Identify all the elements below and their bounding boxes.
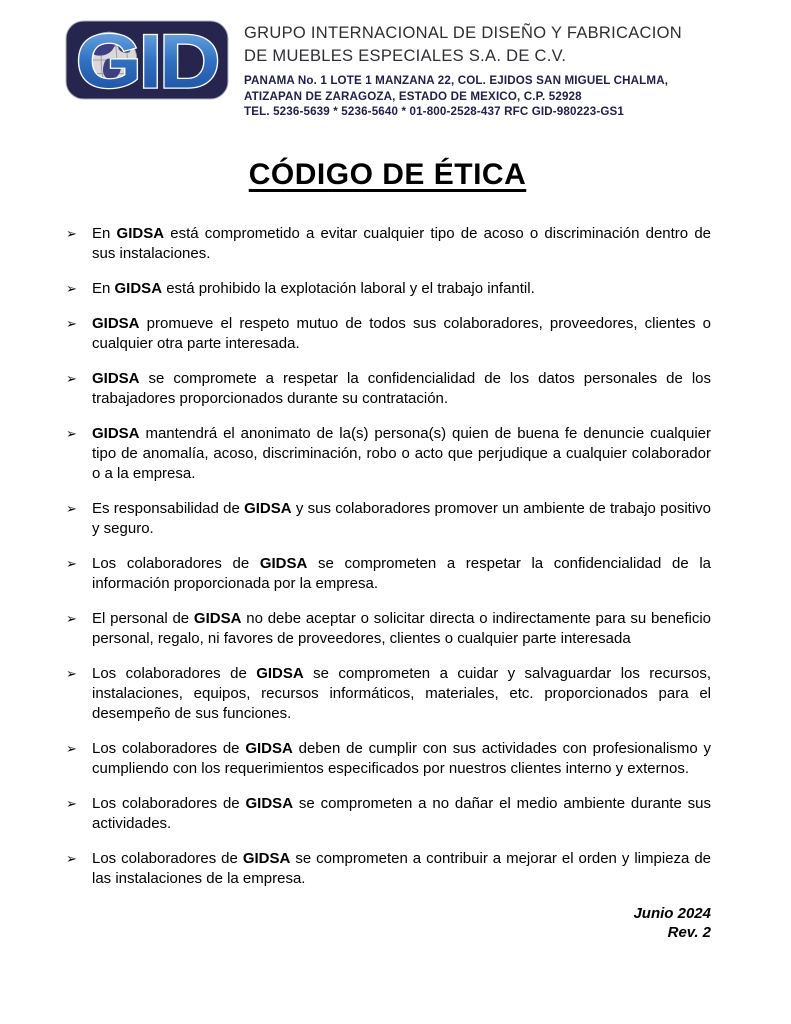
ethics-item — [64, 849, 711, 889]
ethics-item — [64, 314, 711, 354]
arrow-bullet-icon: ➢ — [66, 425, 77, 441]
ethics-item — [64, 794, 711, 834]
arrow-bullet-icon: ➢ — [66, 850, 77, 866]
ethics-item — [64, 739, 711, 779]
ethics-item — [64, 369, 711, 409]
ethics-item — [64, 554, 711, 594]
ethics-item-text: Los colaboradores de GIDSA se comprometen a contribuir a mejorar el orden y limpieza de las instalaciones de la empresa. — [92, 849, 712, 887]
ethics-item-text: Los colaboradores de GIDSA se comprometen a cuidar y salvaguardar los recursos, instalaciones, equipos, recursos informáticos, materiales, etc. proporcionados para el desempeño de sus funciones. — [92, 664, 711, 722]
footer-date: Junio 2024 — [633, 904, 711, 922]
arrow-bullet-icon: ➢ — [66, 555, 77, 571]
arrow-bullet-icon: ➢ — [66, 315, 77, 331]
ethics-item-text: Es responsabilidad de GIDSA y sus colaboradores promover un ambiente de trabajo positivo y seguro. — [92, 499, 711, 537]
arrow-bullet-icon: ➢ — [66, 610, 77, 626]
page-title-text: CÓDIGO DE ÉTICA — [248, 157, 527, 191]
ethics-item — [64, 224, 711, 264]
arrow-bullet-icon: ➢ — [66, 665, 77, 681]
letterhead-text — [244, 20, 682, 120]
arrow-bullet-icon: ➢ — [66, 225, 77, 241]
ethics-item-text: GIDSA mantendrá el anonimato de la(s) persona(s) quien de buena fe denuncie cualquier tipo de anomalía, acoso, discriminación, robo o acto que perjudique a cualquier colaborador o a la empresa. — [92, 424, 711, 482]
arrow-bullet-icon: ➢ — [66, 795, 77, 811]
arrow-bullet-icon: ➢ — [66, 500, 77, 516]
arrow-bullet-icon: ➢ — [66, 740, 77, 756]
ethics-item-text: En GIDSA está comprometido a evitar cualquier tipo de acoso o discriminación dentro de sus instalaciones. — [92, 224, 712, 262]
logo-text: GID — [75, 20, 218, 100]
address-line3: TEL. 5236-5639 * 5236-5640 * 01-800-2528-437 RFC GID-980223-GS1 — [244, 105, 625, 118]
ethics-item-text: Los colaboradores de GIDSA se comprometen a respetar la confidencialidad de la información proporcionada por la empresa. — [92, 554, 711, 592]
ethics-item — [64, 424, 711, 484]
gid-logo-icon — [64, 20, 230, 100]
address-line2: ATIZAPAN DE ZARAGOZA, ESTADO DE MEXICO, C.P. 52928 — [244, 89, 582, 103]
page-title — [64, 158, 711, 192]
company-name-line2: DE MUEBLES ESPECIALES S.A. DE C.V. — [244, 47, 567, 65]
letterhead — [64, 20, 711, 120]
ethics-item-text: En GIDSA está prohibido la explotación laboral y el trabajo infantil. — [92, 279, 535, 297]
ethics-item — [64, 279, 711, 299]
company-address — [244, 73, 682, 120]
ethics-item-text: Los colaboradores de GIDSA se comprometen a no dañar el medio ambiente durante sus actividades. — [92, 794, 711, 832]
ethics-list — [64, 224, 711, 889]
company-logo — [64, 20, 230, 105]
ethics-item-text: Los colaboradores de GIDSA deben de cumplir con sus actividades con profesionalismo y cumpliendo con los requerimientos especificados por nuestros clientes interno y externos. — [92, 739, 711, 777]
ethics-item — [64, 609, 711, 649]
company-name-line1: GRUPO INTERNACIONAL DE DISEÑO Y FABRICACION — [244, 24, 683, 42]
ethics-item-text: GIDSA promueve el respeto mutuo de todos sus colaboradores, proveedores, clientes o cualquier otra parte interesada. — [92, 314, 711, 352]
ethics-item-text: GIDSA se compromete a respetar la confidencialidad de los datos personales de los trabajadores proporcionados durante su contratación. — [92, 369, 711, 407]
arrow-bullet-icon: ➢ — [66, 370, 77, 386]
ethics-item — [64, 664, 711, 724]
document-footer — [64, 904, 711, 942]
ethics-item — [64, 499, 711, 539]
address-line1: PANAMA No. 1 LOTE 1 MANZANA 22, COL. EJIDOS SAN MIGUEL CHALMA, — [244, 74, 669, 87]
ethics-item-text: El personal de GIDSA no debe aceptar o solicitar directa o indirectamente para su beneficio personal, regalo, ni favores de proveedores, clientes o cualquier parte interesada — [92, 609, 711, 647]
arrow-bullet-icon: ➢ — [66, 280, 77, 296]
footer-revision: Rev. 2 — [667, 923, 711, 941]
